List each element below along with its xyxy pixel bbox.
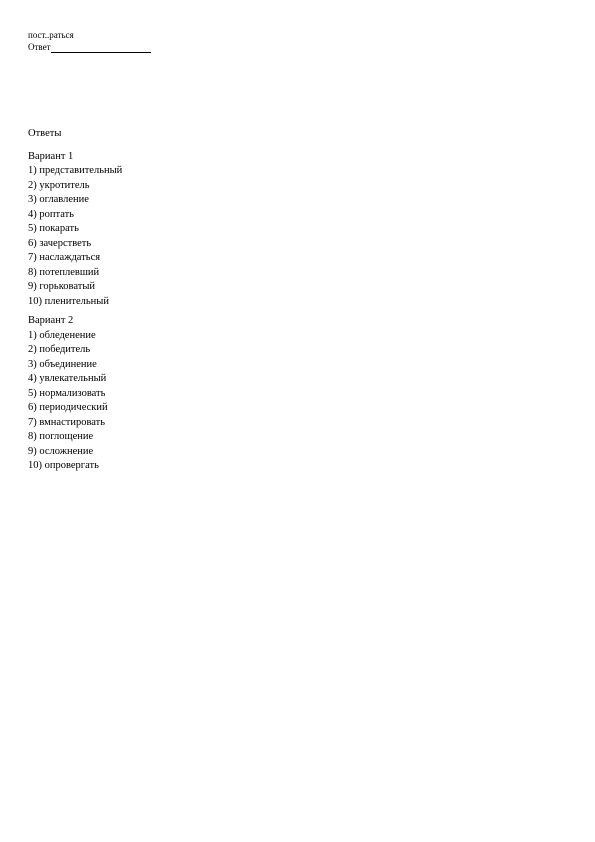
- task-word: пост..раться: [28, 30, 74, 40]
- answer-line: [28, 41, 151, 53]
- list-item: 6) зачерстветь: [28, 237, 92, 249]
- list-item: 2) победитель: [28, 344, 91, 355]
- list-item: 9) горьковатый: [28, 281, 95, 292]
- list-item: 9) осложнение: [28, 445, 94, 457]
- list-item: 3) оглавление: [28, 194, 89, 205]
- variant-2-title: Вариант 2: [28, 315, 74, 326]
- list-item: 10) опровергать: [28, 460, 99, 471]
- list-item: 8) потеплевший: [28, 266, 100, 278]
- list-item: 4) увлекательный: [28, 373, 107, 384]
- variant-2: [28, 314, 122, 474]
- list-item: 5) покарать: [28, 223, 79, 234]
- variant-1-title: Вариант 1: [28, 150, 74, 162]
- list-item: 5) нормализовать: [28, 387, 106, 399]
- list-item: 10) пленительный: [28, 295, 109, 307]
- list-item: 8) поглощение: [28, 431, 94, 442]
- list-item: 7) вмнастировать: [28, 416, 106, 428]
- list-item: 4) роптать: [28, 208, 74, 220]
- answer-label: Ответ: [28, 42, 51, 52]
- list-item: 7) наслаждаться: [28, 252, 101, 263]
- answer-blank: [51, 43, 151, 53]
- list-item: 2) укротитель: [28, 179, 90, 191]
- list-item: 1) представительный: [28, 165, 123, 176]
- task-fragment: [28, 29, 151, 53]
- list-item: 3) объединение: [28, 358, 97, 370]
- list-item: 1) обледенение: [28, 329, 96, 341]
- answers-heading: Ответы: [28, 128, 62, 139]
- answers-section: [28, 127, 122, 479]
- variant-1: [28, 150, 122, 310]
- list-item: 6) периодический: [28, 402, 108, 413]
